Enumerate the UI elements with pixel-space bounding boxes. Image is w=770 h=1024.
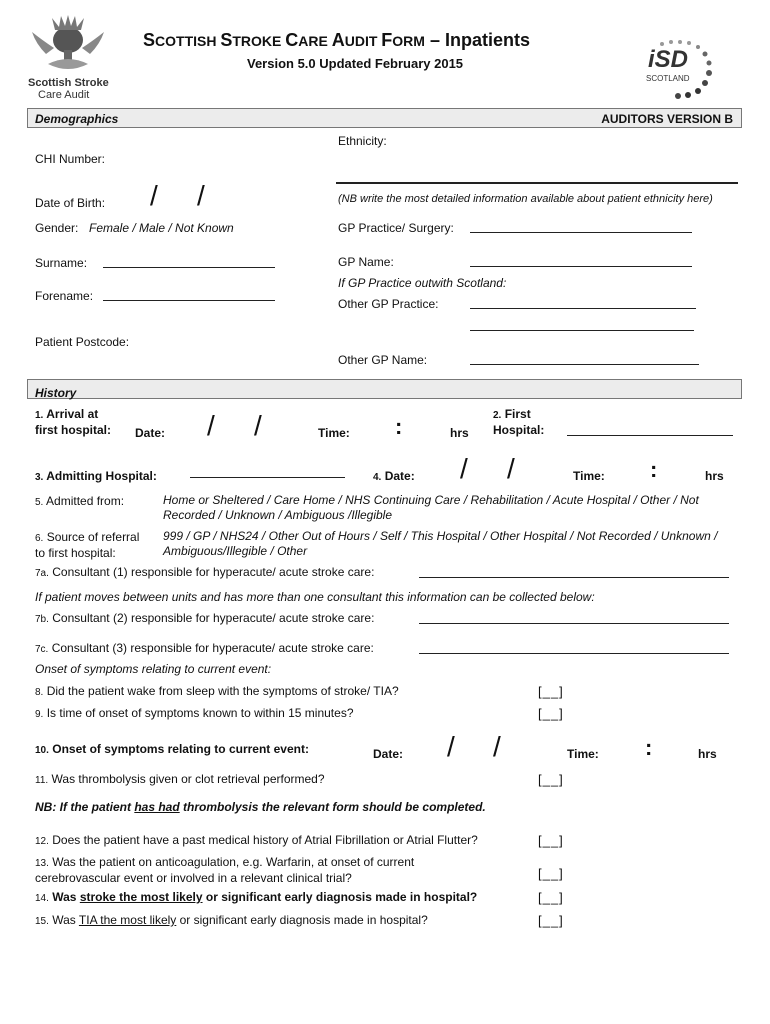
q10-date-label: Date: <box>373 747 404 761</box>
gp-name-field[interactable] <box>470 266 692 267</box>
q4-hrs-label: hrs <box>705 469 724 483</box>
q9-checkbox[interactable]: [__] <box>538 706 564 721</box>
q14-checkbox[interactable]: [__] <box>538 890 564 905</box>
q11-label: 11. Was thrombolysis given or clot retrieval performed? <box>35 772 325 786</box>
q5-label: 5. Admitted from: <box>35 494 125 508</box>
q8-checkbox[interactable]: [__] <box>538 684 564 699</box>
demographics-header <box>27 108 742 128</box>
gp-name-label: GP Name: <box>338 255 394 269</box>
section-title: History <box>35 386 77 400</box>
logo-text-2: Care Audit <box>38 89 90 101</box>
q2-first-hospital-field[interactable] <box>567 435 733 436</box>
q13-checkbox[interactable]: [__] <box>538 866 564 881</box>
q1-hrs-label: hrs <box>450 426 469 440</box>
logo-text-1: Scottish Stroke <box>28 77 109 89</box>
q4-time-label: Time: <box>573 469 605 483</box>
surname-label: Surname: <box>35 256 88 270</box>
version-label: AUDITORS VERSION B <box>601 112 733 126</box>
dob-label: Date of Birth: <box>35 196 106 210</box>
page-subtitle: Version 5.0 Updated February 2015 <box>247 56 464 71</box>
q7a-label: 7a. Consultant (1) responsible for hyperacute/ acute stroke care: <box>35 565 375 579</box>
q8-label: 8. Did the patient wake from sleep with the symptoms of stroke/ TIA? <box>35 684 399 698</box>
q13-label: 13. Was the patient on anticoagulation, e.g. Warfarin, at onset of current cerebrovascular event or involved in a relevant clinical trial? <box>35 855 415 885</box>
history-header <box>27 379 742 399</box>
forename-label: Forename: <box>35 289 94 303</box>
q4-slash-1: / <box>460 453 468 484</box>
thistle-icon <box>28 14 108 76</box>
q7-note: If patient moves between units and has more than one consultant this information can be collected below: <box>35 590 595 604</box>
q9-label: 9. Is time of onset of symptoms known to within 15 minutes? <box>35 706 354 720</box>
chi-label: CHI Number: <box>35 152 106 166</box>
q7a-consultant-field[interactable] <box>419 577 729 578</box>
isd-scotland-logo <box>642 40 717 102</box>
outwith-label: If GP Practice outwith Scotland: <box>338 276 507 290</box>
isd-sub-text: SCOTLAND <box>646 74 690 83</box>
q7c-consultant-field[interactable] <box>419 653 729 654</box>
q15-checkbox[interactable]: [__] <box>538 913 564 928</box>
gender-label: Gender: <box>35 221 79 235</box>
gender-options[interactable]: Female / Male / Not Known <box>89 221 234 235</box>
q10-time-label: Time: <box>567 747 599 761</box>
q12-label: 12. Does the patient have a past medical history of Atrial Fibrillation or Atrial Flutter? <box>35 833 478 847</box>
q5-options[interactable]: Home or Sheltered / Care Home / NHS Continuing Care / Rehabilitation / Acute Hospital / Other / Not Recorded / Unknown / Ambiguous /Illegible <box>163 493 699 522</box>
q12-checkbox[interactable]: [__] <box>538 833 564 848</box>
q7b-label: 7b. Consultant (2) responsible for hyperacute/ acute stroke care: <box>35 611 375 625</box>
other-gp-practice-field-2[interactable] <box>470 330 694 331</box>
q4-label: 4. Date: <box>373 469 415 483</box>
page-title: SCOTTISH STROKE CARE AUDIT FORM – Inpatients <box>143 30 530 50</box>
q1-time-label: Time: <box>318 426 350 440</box>
q14-label: 14. Was stroke the most likely or significant early diagnosis made in hospital? <box>35 890 478 904</box>
dob-slash-1: / <box>150 180 158 211</box>
ethnicity-label: Ethnicity: <box>338 134 387 148</box>
q6-options[interactable]: 999 / GP / NHS24 / Other Out of Hours / Self / This Hospital / Other Hospital / Not Recorded / Unknown / Ambiguous/Illegible / Other <box>163 529 718 558</box>
q4-slash-2: / <box>507 453 515 484</box>
postcode-label: Patient Postcode: <box>35 335 130 349</box>
q15-label: 15. Was TIA the most likely or significant early diagnosis made in hospital? <box>35 913 428 927</box>
q4-time-colon: : <box>650 457 658 482</box>
q7c-label: 7c. Consultant (3) responsible for hyperacute/ acute stroke care: <box>35 641 374 655</box>
q2-label: 2. First Hospital: <box>493 407 545 437</box>
q1-slash-1: / <box>207 410 215 441</box>
q10-hrs-label: hrs <box>698 747 717 761</box>
other-gp-name-field[interactable] <box>470 364 699 365</box>
q11-checkbox[interactable]: [__] <box>538 772 564 787</box>
ethnicity-field-divider[interactable] <box>336 182 738 184</box>
q6-label: 6. Source of referral to first hospital: <box>35 530 140 560</box>
q10-slash-2: / <box>493 731 501 762</box>
isd-logo-text: iSD <box>648 46 689 73</box>
q1-date-label: Date: <box>135 426 166 440</box>
thrombolysis-note: NB: If the patient has had thrombolysis the relevant form should be completed. <box>35 800 486 814</box>
ethnicity-note: (NB write the most detailed information available about patient ethnicity here) <box>338 193 713 205</box>
q1-label: 1. Arrival at first hospital: <box>35 407 112 437</box>
other-gp-practice-label: Other GP Practice: <box>338 297 439 311</box>
q3-label: 3. Admitting Hospital: <box>35 469 157 483</box>
q1-slash-2: / <box>254 410 262 441</box>
onset-note: Onset of symptoms relating to current event: <box>35 662 272 676</box>
dob-slash-2: / <box>197 180 205 211</box>
q1-time-colon: : <box>395 414 403 439</box>
gp-practice-field[interactable] <box>470 232 692 233</box>
surname-field[interactable] <box>103 267 275 268</box>
gp-practice-label: GP Practice/ Surgery: <box>338 221 454 235</box>
forename-field[interactable] <box>103 300 275 301</box>
other-gp-practice-field-1[interactable] <box>470 308 696 309</box>
other-gp-name-label: Other GP Name: <box>338 353 428 367</box>
q10-slash-1: / <box>447 731 455 762</box>
q3-admitting-hospital-field[interactable] <box>190 477 345 478</box>
q7b-consultant-field[interactable] <box>419 623 729 624</box>
scottish-stroke-logo <box>28 14 108 104</box>
section-title: Demographics <box>35 112 119 126</box>
q10-time-colon: : <box>645 735 653 760</box>
q10-label: 10. Onset of symptoms relating to current event: <box>35 742 309 756</box>
